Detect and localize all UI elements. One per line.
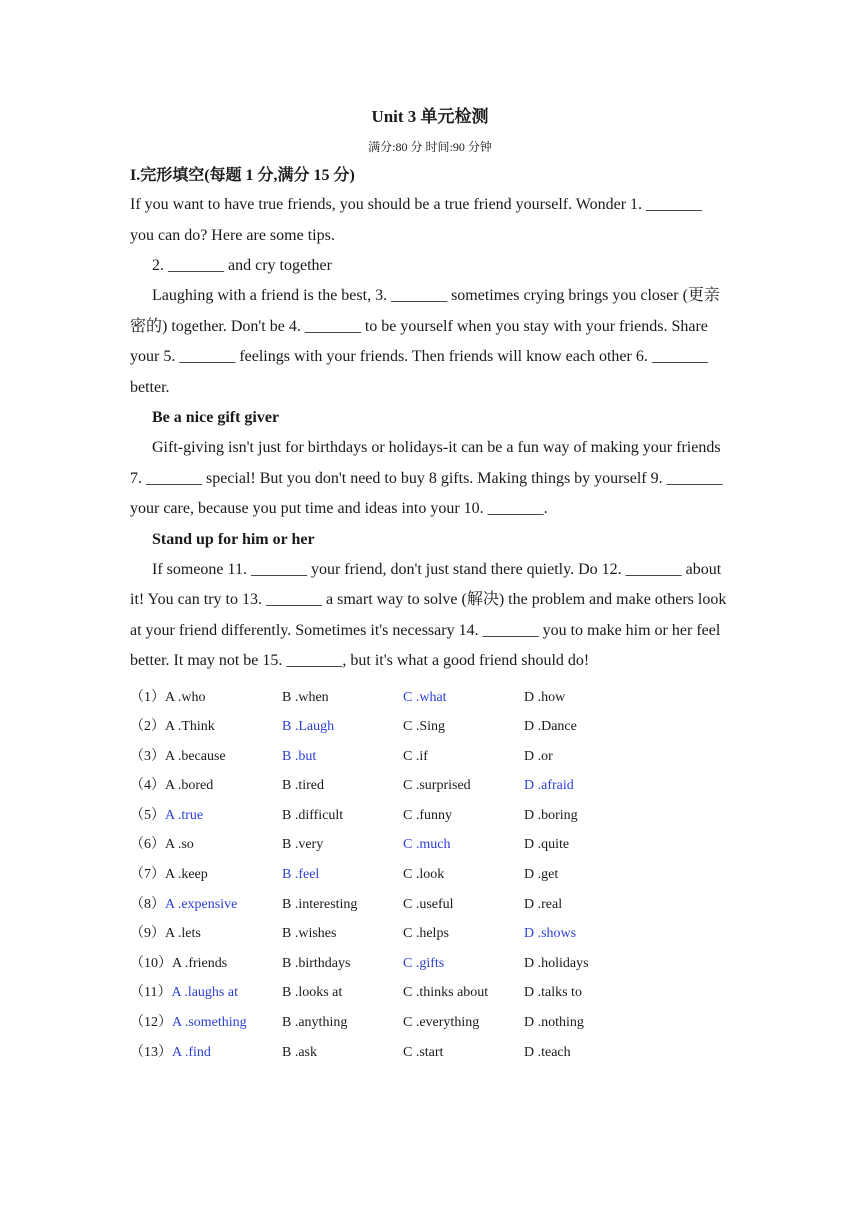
section-title: I.完形填空(每题 1 分,满分 15 分) [130,167,355,184]
options-list [130,683,730,1068]
option-row [130,1008,730,1038]
option-d: D .teach [524,1044,571,1060]
question-number: （9） [130,926,165,942]
option-text: A .laughs at [171,985,238,1001]
option-c: C .Sing [403,719,446,735]
option-d: D .or [524,748,553,764]
option-d: D .Dance [524,719,577,735]
option-b: B .wishes [282,926,337,942]
option-c: C .start [403,1044,444,1060]
option-c: C .what [403,689,447,705]
option-a [130,919,282,949]
option-a [130,890,282,920]
option-a [130,949,282,979]
option-row [130,712,730,742]
option-b: B .difficult [282,807,344,823]
option-row [130,830,730,860]
option-a [130,801,282,831]
option-a [130,771,282,801]
option-c: C .gifts [403,955,445,971]
option-a [130,1038,282,1068]
option-a [130,712,282,742]
option-row [130,978,730,1008]
option-d: D .holidays [524,955,589,971]
passage-heading-1: 2. _______ and cry together [152,257,332,274]
option-text: A .true [165,807,204,823]
option-c: C .surprised [403,778,471,794]
option-d: D .talks to [524,985,582,1001]
option-b: B .anything [282,1015,348,1031]
document-page [130,100,730,1067]
passage-paragraph-3: If someone 11. _______ your friend, don't just stand there quietly. Do 12. _______ about it! You can try to 13. _______ a smart way to solve (解决) the problem and make others look at your friend differently. Sometimes it's necessary 14. _______ you to make him or her feel better. It may not be 15. _______, but it's what a good friend should do! [130,560,727,669]
option-text: A .bored [165,778,214,794]
question-number: （6） [130,837,165,853]
option-row [130,890,730,920]
option-a [130,978,282,1008]
option-a [130,1008,282,1038]
option-b: B .birthdays [282,955,351,971]
question-number: （12） [130,1015,172,1031]
option-a [130,683,282,713]
option-row [130,683,730,713]
option-text: A .so [165,837,194,853]
option-c: C .thinks about [403,985,489,1001]
option-row [130,919,730,949]
option-text: A .keep [165,867,208,883]
option-b: B .Laugh [282,719,335,735]
option-c: C .everything [403,1015,480,1031]
question-number: （1） [130,689,165,705]
option-text: A .Think [165,719,215,735]
option-row [130,801,730,831]
option-a [130,830,282,860]
option-d: D .shows [524,926,577,942]
option-b: B .ask [282,1044,317,1060]
question-number: （4） [130,778,165,794]
option-row [130,771,730,801]
passage-intro: If you want to have true friends, you should be a true friend yourself. Wonder 1. _______ you can do? Here are some tips. [130,196,703,244]
question-number: （11） [130,985,172,1001]
option-c: C .helps [403,926,449,942]
option-row [130,949,730,979]
option-b: B .but [282,748,317,764]
question-number: （13） [130,1044,172,1060]
option-row [130,742,730,772]
option-b: B .feel [282,867,320,883]
option-text: A .who [165,689,206,705]
option-c: C .useful [403,896,454,912]
option-d: D .get [524,867,559,883]
option-text: A .friends [172,955,228,971]
page-subtitle: 满分:80 分 时间:90 分钟 [368,140,492,154]
option-d: D .boring [524,807,578,823]
passage-heading-2: Be a nice gift giver [152,409,280,426]
passage-paragraph-2: Gift-giving isn't just for birthdays or holidays-it can be a fun way of making your friends 7. _______ special! But you don't need to buy 8 gifts. Making things by yourself 9. _______ your care, because you put time and ideas into your 10. _______. [130,439,723,517]
question-number: （2） [130,719,165,735]
passage-paragraph-1: Laughing with a friend is the best, 3. _______ sometimes crying brings you closer (更亲密的) together. Don't be 4. _______ to be yourself when you stay with your friends. Share your 5. _______ feelings with your friends. Then friends will know each other 6. _______ better. [130,287,720,396]
option-c: C .look [403,867,445,883]
option-text: A .because [165,748,226,764]
question-number: （10） [130,955,172,971]
option-text: A .expensive [165,896,238,912]
option-b: B .very [282,837,324,853]
option-b: B .looks at [282,985,343,1001]
option-text: A .something [172,1015,247,1031]
option-text: A .lets [165,926,201,942]
question-number: （5） [130,807,165,823]
question-number: （8） [130,896,165,912]
option-d: D .nothing [524,1015,584,1031]
question-number: （3） [130,748,165,764]
option-a [130,742,282,772]
option-a [130,860,282,890]
option-b: B .tired [282,778,324,794]
option-text: A .find [172,1044,211,1060]
option-d: D .how [524,689,566,705]
option-c: C .much [403,837,451,853]
page-title: Unit 3 单元检测 [371,107,489,126]
question-number: （7） [130,867,165,883]
option-c: C .if [403,748,428,764]
option-b: B .interesting [282,896,358,912]
option-b: B .when [282,689,329,705]
option-row [130,1038,730,1068]
option-d: D .afraid [524,778,574,794]
option-d: D .real [524,896,563,912]
option-row [130,860,730,890]
passage-heading-3: Stand up for him or her [152,530,315,548]
option-c: C .funny [403,807,452,823]
option-d: D .quite [524,837,570,853]
